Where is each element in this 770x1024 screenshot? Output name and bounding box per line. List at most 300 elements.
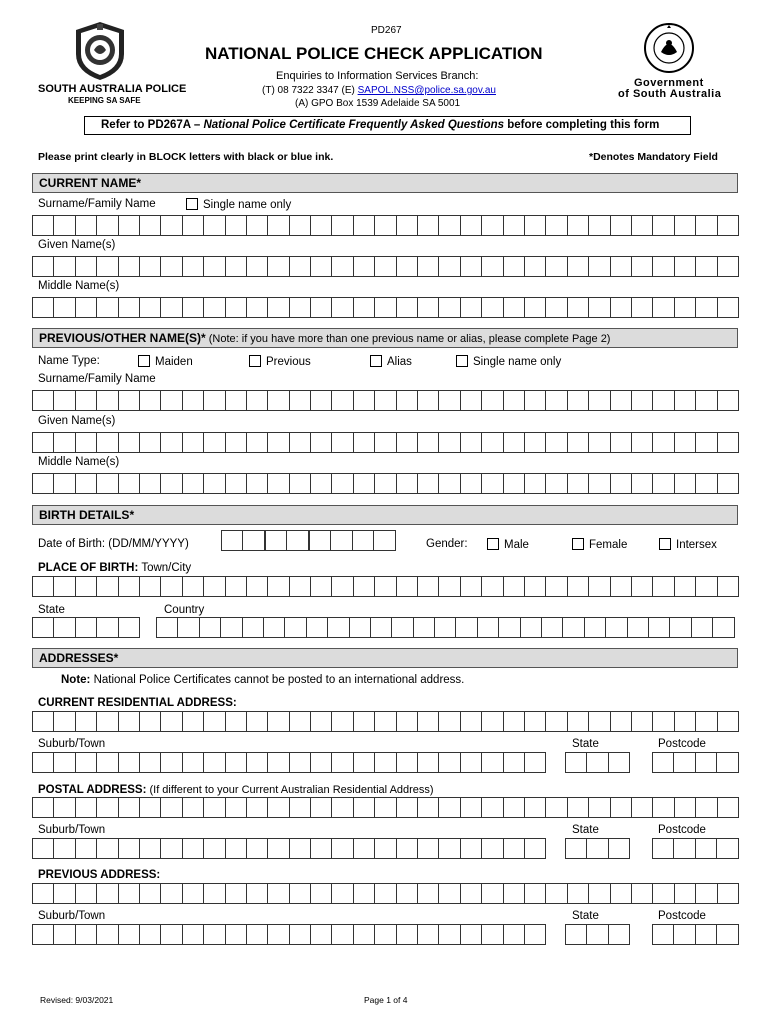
previous-checkbox[interactable] (249, 355, 261, 367)
char-box[interactable] (53, 617, 75, 638)
char-box[interactable] (139, 473, 161, 494)
char-box[interactable] (370, 617, 392, 638)
char-box[interactable] (417, 711, 439, 732)
char-box[interactable] (118, 215, 140, 236)
char-box[interactable] (75, 297, 97, 318)
char-box[interactable] (331, 883, 353, 904)
char-box[interactable] (246, 432, 268, 453)
char-box[interactable] (631, 711, 653, 732)
char-box[interactable] (139, 297, 161, 318)
char-box[interactable] (586, 752, 608, 773)
char-box[interactable] (267, 576, 289, 597)
dob-day-input[interactable] (221, 530, 265, 551)
current-middle-input[interactable] (32, 297, 739, 318)
char-box[interactable] (695, 924, 717, 945)
char-box[interactable] (118, 924, 140, 945)
char-box[interactable] (267, 924, 289, 945)
char-box[interactable] (396, 390, 418, 411)
char-box[interactable] (503, 215, 525, 236)
char-box[interactable] (242, 617, 264, 638)
char-box[interactable] (75, 797, 97, 818)
char-box[interactable] (225, 215, 247, 236)
char-box[interactable] (631, 390, 653, 411)
char-box[interactable] (220, 617, 242, 638)
char-box[interactable] (460, 390, 482, 411)
char-box[interactable] (182, 752, 204, 773)
char-box[interactable] (225, 256, 247, 277)
char-box[interactable] (96, 432, 118, 453)
char-box[interactable] (32, 390, 54, 411)
char-box[interactable] (481, 752, 503, 773)
char-box[interactable] (139, 256, 161, 277)
previous-option[interactable] (249, 355, 311, 368)
char-box[interactable] (225, 752, 247, 773)
char-box[interactable] (396, 924, 418, 945)
char-box[interactable] (503, 390, 525, 411)
char-box[interactable] (567, 297, 589, 318)
char-box[interactable] (396, 838, 418, 859)
char-box[interactable] (373, 530, 395, 551)
char-box[interactable] (96, 390, 118, 411)
char-box[interactable] (396, 576, 418, 597)
char-box[interactable] (567, 883, 589, 904)
char-box[interactable] (289, 711, 311, 732)
char-box[interactable] (652, 473, 674, 494)
char-box[interactable] (75, 256, 97, 277)
char-box[interactable] (246, 838, 268, 859)
char-box[interactable] (267, 432, 289, 453)
char-box[interactable] (160, 256, 182, 277)
char-box[interactable] (32, 711, 54, 732)
char-box[interactable] (118, 883, 140, 904)
current-surname-input[interactable] (32, 215, 739, 236)
current-address-input[interactable] (32, 711, 739, 732)
char-box[interactable] (610, 297, 632, 318)
char-box[interactable] (96, 883, 118, 904)
char-box[interactable] (524, 473, 546, 494)
char-box[interactable] (481, 838, 503, 859)
char-box[interactable] (310, 924, 332, 945)
char-box[interactable] (545, 576, 567, 597)
char-box[interactable] (96, 752, 118, 773)
char-box[interactable] (75, 924, 97, 945)
char-box[interactable] (352, 530, 374, 551)
current-postcode-input[interactable] (652, 752, 739, 773)
char-box[interactable] (353, 432, 375, 453)
char-box[interactable] (374, 924, 396, 945)
char-box[interactable] (139, 752, 161, 773)
char-box[interactable] (396, 473, 418, 494)
char-box[interactable] (503, 883, 525, 904)
char-box[interactable] (413, 617, 435, 638)
char-box[interactable] (396, 797, 418, 818)
char-box[interactable] (182, 711, 204, 732)
char-box[interactable] (674, 297, 696, 318)
char-box[interactable] (524, 711, 546, 732)
char-box[interactable] (374, 883, 396, 904)
char-box[interactable] (717, 297, 739, 318)
char-box[interactable] (396, 256, 418, 277)
char-box[interactable] (481, 297, 503, 318)
char-box[interactable] (246, 297, 268, 318)
char-box[interactable] (331, 297, 353, 318)
char-box[interactable] (396, 432, 418, 453)
char-box[interactable] (438, 297, 460, 318)
char-box[interactable] (460, 883, 482, 904)
char-box[interactable] (225, 390, 247, 411)
char-box[interactable] (460, 256, 482, 277)
char-box[interactable] (265, 530, 287, 551)
char-box[interactable] (53, 432, 75, 453)
char-box[interactable] (75, 390, 97, 411)
char-box[interactable] (139, 711, 161, 732)
char-box[interactable] (331, 256, 353, 277)
char-box[interactable] (331, 752, 353, 773)
char-box[interactable] (503, 256, 525, 277)
dob-month-input[interactable] (265, 530, 309, 551)
female-checkbox[interactable] (572, 538, 584, 550)
char-box[interactable] (503, 924, 525, 945)
char-box[interactable] (75, 473, 97, 494)
char-box[interactable] (674, 215, 696, 236)
char-box[interactable] (289, 297, 311, 318)
char-box[interactable] (203, 432, 225, 453)
char-box[interactable] (717, 215, 739, 236)
char-box[interactable] (96, 617, 118, 638)
char-box[interactable] (652, 752, 674, 773)
char-box[interactable] (32, 797, 54, 818)
previous-single-name-checkbox[interactable] (456, 355, 468, 367)
char-box[interactable] (139, 924, 161, 945)
char-box[interactable] (652, 390, 674, 411)
current-single-name-option[interactable] (186, 198, 291, 211)
char-box[interactable] (524, 883, 546, 904)
char-box[interactable] (565, 924, 587, 945)
char-box[interactable] (434, 617, 456, 638)
char-box[interactable] (267, 752, 289, 773)
char-box[interactable] (417, 576, 439, 597)
postal-postcode-input[interactable] (652, 838, 739, 859)
previous-middle-input[interactable] (32, 473, 739, 494)
char-box[interactable] (182, 473, 204, 494)
char-box[interactable] (567, 473, 589, 494)
char-box[interactable] (242, 530, 264, 551)
char-box[interactable] (246, 711, 268, 732)
char-box[interactable] (32, 256, 54, 277)
char-box[interactable] (225, 297, 247, 318)
char-box[interactable] (225, 797, 247, 818)
char-box[interactable] (717, 256, 739, 277)
char-box[interactable] (246, 752, 268, 773)
char-box[interactable] (524, 390, 546, 411)
char-box[interactable] (96, 215, 118, 236)
char-box[interactable] (417, 797, 439, 818)
char-box[interactable] (716, 752, 738, 773)
char-box[interactable] (353, 576, 375, 597)
char-box[interactable] (460, 924, 482, 945)
postal-address-input[interactable] (32, 797, 739, 818)
char-box[interactable] (327, 617, 349, 638)
current-single-name-checkbox[interactable] (186, 198, 198, 210)
char-box[interactable] (353, 838, 375, 859)
char-box[interactable] (608, 752, 630, 773)
char-box[interactable] (652, 924, 674, 945)
char-box[interactable] (203, 473, 225, 494)
char-box[interactable] (498, 617, 520, 638)
char-box[interactable] (417, 215, 439, 236)
char-box[interactable] (289, 256, 311, 277)
char-box[interactable] (331, 924, 353, 945)
char-box[interactable] (503, 838, 525, 859)
char-box[interactable] (182, 883, 204, 904)
char-box[interactable] (438, 752, 460, 773)
char-box[interactable] (438, 838, 460, 859)
char-box[interactable] (396, 883, 418, 904)
char-box[interactable] (586, 838, 608, 859)
char-box[interactable] (225, 883, 247, 904)
char-box[interactable] (139, 883, 161, 904)
char-box[interactable] (674, 576, 696, 597)
previous-surname-input[interactable] (32, 390, 739, 411)
char-box[interactable] (225, 838, 247, 859)
char-box[interactable] (481, 576, 503, 597)
char-box[interactable] (605, 617, 627, 638)
char-box[interactable] (610, 390, 632, 411)
char-box[interactable] (139, 215, 161, 236)
char-box[interactable] (246, 390, 268, 411)
char-box[interactable] (75, 711, 97, 732)
char-box[interactable] (53, 924, 75, 945)
char-box[interactable] (306, 617, 328, 638)
char-box[interactable] (331, 711, 353, 732)
char-box[interactable] (96, 838, 118, 859)
char-box[interactable] (588, 473, 610, 494)
char-box[interactable] (481, 432, 503, 453)
char-box[interactable] (118, 617, 140, 638)
char-box[interactable] (182, 432, 204, 453)
char-box[interactable] (139, 838, 161, 859)
birth-state-input[interactable] (32, 617, 140, 638)
char-box[interactable] (567, 390, 589, 411)
char-box[interactable] (160, 390, 182, 411)
char-box[interactable] (669, 617, 691, 638)
char-box[interactable] (417, 752, 439, 773)
char-box[interactable] (289, 883, 311, 904)
char-box[interactable] (246, 215, 268, 236)
email-link[interactable]: SAPOL.NSS@police.sa.gov.au (357, 85, 496, 96)
char-box[interactable] (417, 473, 439, 494)
char-box[interactable] (631, 576, 653, 597)
char-box[interactable] (567, 432, 589, 453)
char-box[interactable] (310, 711, 332, 732)
char-box[interactable] (310, 473, 332, 494)
char-box[interactable] (32, 215, 54, 236)
char-box[interactable] (353, 752, 375, 773)
char-box[interactable] (438, 576, 460, 597)
char-box[interactable] (674, 390, 696, 411)
char-box[interactable] (177, 617, 199, 638)
char-box[interactable] (75, 752, 97, 773)
char-box[interactable] (182, 838, 204, 859)
char-box[interactable] (203, 883, 225, 904)
char-box[interactable] (75, 215, 97, 236)
char-box[interactable] (545, 883, 567, 904)
char-box[interactable] (267, 473, 289, 494)
char-box[interactable] (481, 924, 503, 945)
maiden-checkbox[interactable] (138, 355, 150, 367)
char-box[interactable] (695, 256, 717, 277)
char-box[interactable] (32, 473, 54, 494)
char-box[interactable] (349, 617, 371, 638)
char-box[interactable] (182, 215, 204, 236)
char-box[interactable] (524, 215, 546, 236)
dob-year-input[interactable] (309, 530, 396, 551)
char-box[interactable] (631, 215, 653, 236)
char-box[interactable] (610, 473, 632, 494)
char-box[interactable] (53, 883, 75, 904)
intersex-checkbox[interactable] (659, 538, 671, 550)
char-box[interactable] (118, 711, 140, 732)
char-box[interactable] (118, 838, 140, 859)
char-box[interactable] (652, 797, 674, 818)
char-box[interactable] (246, 797, 268, 818)
char-box[interactable] (118, 752, 140, 773)
char-box[interactable] (673, 838, 695, 859)
char-box[interactable] (53, 752, 75, 773)
char-box[interactable] (545, 432, 567, 453)
char-box[interactable] (460, 432, 482, 453)
char-box[interactable] (267, 838, 289, 859)
char-box[interactable] (567, 711, 589, 732)
char-box[interactable] (330, 530, 352, 551)
char-box[interactable] (438, 256, 460, 277)
char-box[interactable] (203, 838, 225, 859)
char-box[interactable] (96, 711, 118, 732)
char-box[interactable] (396, 297, 418, 318)
char-box[interactable] (96, 473, 118, 494)
char-box[interactable] (267, 215, 289, 236)
char-box[interactable] (481, 711, 503, 732)
previous-state-input[interactable] (565, 924, 630, 945)
char-box[interactable] (652, 576, 674, 597)
char-box[interactable] (96, 297, 118, 318)
char-box[interactable] (310, 752, 332, 773)
char-box[interactable] (160, 883, 182, 904)
char-box[interactable] (567, 576, 589, 597)
char-box[interactable] (695, 297, 717, 318)
birth-town-input[interactable] (32, 576, 739, 597)
char-box[interactable] (289, 576, 311, 597)
char-box[interactable] (310, 215, 332, 236)
char-box[interactable] (289, 473, 311, 494)
char-box[interactable] (588, 576, 610, 597)
male-checkbox[interactable] (487, 538, 499, 550)
char-box[interactable] (53, 297, 75, 318)
char-box[interactable] (96, 924, 118, 945)
char-box[interactable] (716, 924, 738, 945)
char-box[interactable] (32, 752, 54, 773)
char-box[interactable] (503, 432, 525, 453)
char-box[interactable] (673, 924, 695, 945)
char-box[interactable] (481, 390, 503, 411)
maiden-option[interactable] (138, 355, 193, 368)
char-box[interactable] (417, 883, 439, 904)
gender-female-option[interactable] (572, 538, 627, 551)
char-box[interactable] (438, 924, 460, 945)
char-box[interactable] (438, 390, 460, 411)
char-box[interactable] (32, 576, 54, 597)
char-box[interactable] (545, 297, 567, 318)
char-box[interactable] (477, 617, 499, 638)
char-box[interactable] (717, 473, 739, 494)
char-box[interactable] (225, 924, 247, 945)
char-box[interactable] (674, 883, 696, 904)
char-box[interactable] (246, 924, 268, 945)
char-box[interactable] (53, 390, 75, 411)
char-box[interactable] (503, 473, 525, 494)
char-box[interactable] (289, 390, 311, 411)
char-box[interactable] (118, 797, 140, 818)
char-box[interactable] (160, 797, 182, 818)
char-box[interactable] (353, 297, 375, 318)
char-box[interactable] (524, 924, 546, 945)
char-box[interactable] (652, 256, 674, 277)
char-box[interactable] (267, 797, 289, 818)
char-box[interactable] (631, 883, 653, 904)
char-box[interactable] (695, 797, 717, 818)
char-box[interactable] (75, 883, 97, 904)
char-box[interactable] (610, 576, 632, 597)
char-box[interactable] (331, 576, 353, 597)
char-box[interactable] (246, 256, 268, 277)
char-box[interactable] (225, 576, 247, 597)
char-box[interactable] (584, 617, 606, 638)
char-box[interactable] (481, 883, 503, 904)
char-box[interactable] (695, 432, 717, 453)
char-box[interactable] (396, 215, 418, 236)
char-box[interactable] (545, 797, 567, 818)
birth-country-input[interactable] (156, 617, 735, 638)
char-box[interactable] (717, 576, 739, 597)
char-box[interactable] (652, 838, 674, 859)
char-box[interactable] (417, 838, 439, 859)
char-box[interactable] (160, 297, 182, 318)
char-box[interactable] (567, 256, 589, 277)
char-box[interactable] (75, 617, 97, 638)
char-box[interactable] (203, 797, 225, 818)
char-box[interactable] (353, 473, 375, 494)
char-box[interactable] (118, 432, 140, 453)
char-box[interactable] (353, 924, 375, 945)
char-box[interactable] (53, 473, 75, 494)
char-box[interactable] (652, 711, 674, 732)
char-box[interactable] (627, 617, 649, 638)
char-box[interactable] (267, 297, 289, 318)
char-box[interactable] (460, 838, 482, 859)
char-box[interactable] (118, 576, 140, 597)
char-box[interactable] (460, 711, 482, 732)
char-box[interactable] (717, 432, 739, 453)
char-box[interactable] (545, 711, 567, 732)
char-box[interactable] (374, 711, 396, 732)
char-box[interactable] (53, 711, 75, 732)
char-box[interactable] (610, 432, 632, 453)
char-box[interactable] (32, 838, 54, 859)
char-box[interactable] (545, 473, 567, 494)
char-box[interactable] (182, 797, 204, 818)
char-box[interactable] (652, 215, 674, 236)
char-box[interactable] (503, 752, 525, 773)
